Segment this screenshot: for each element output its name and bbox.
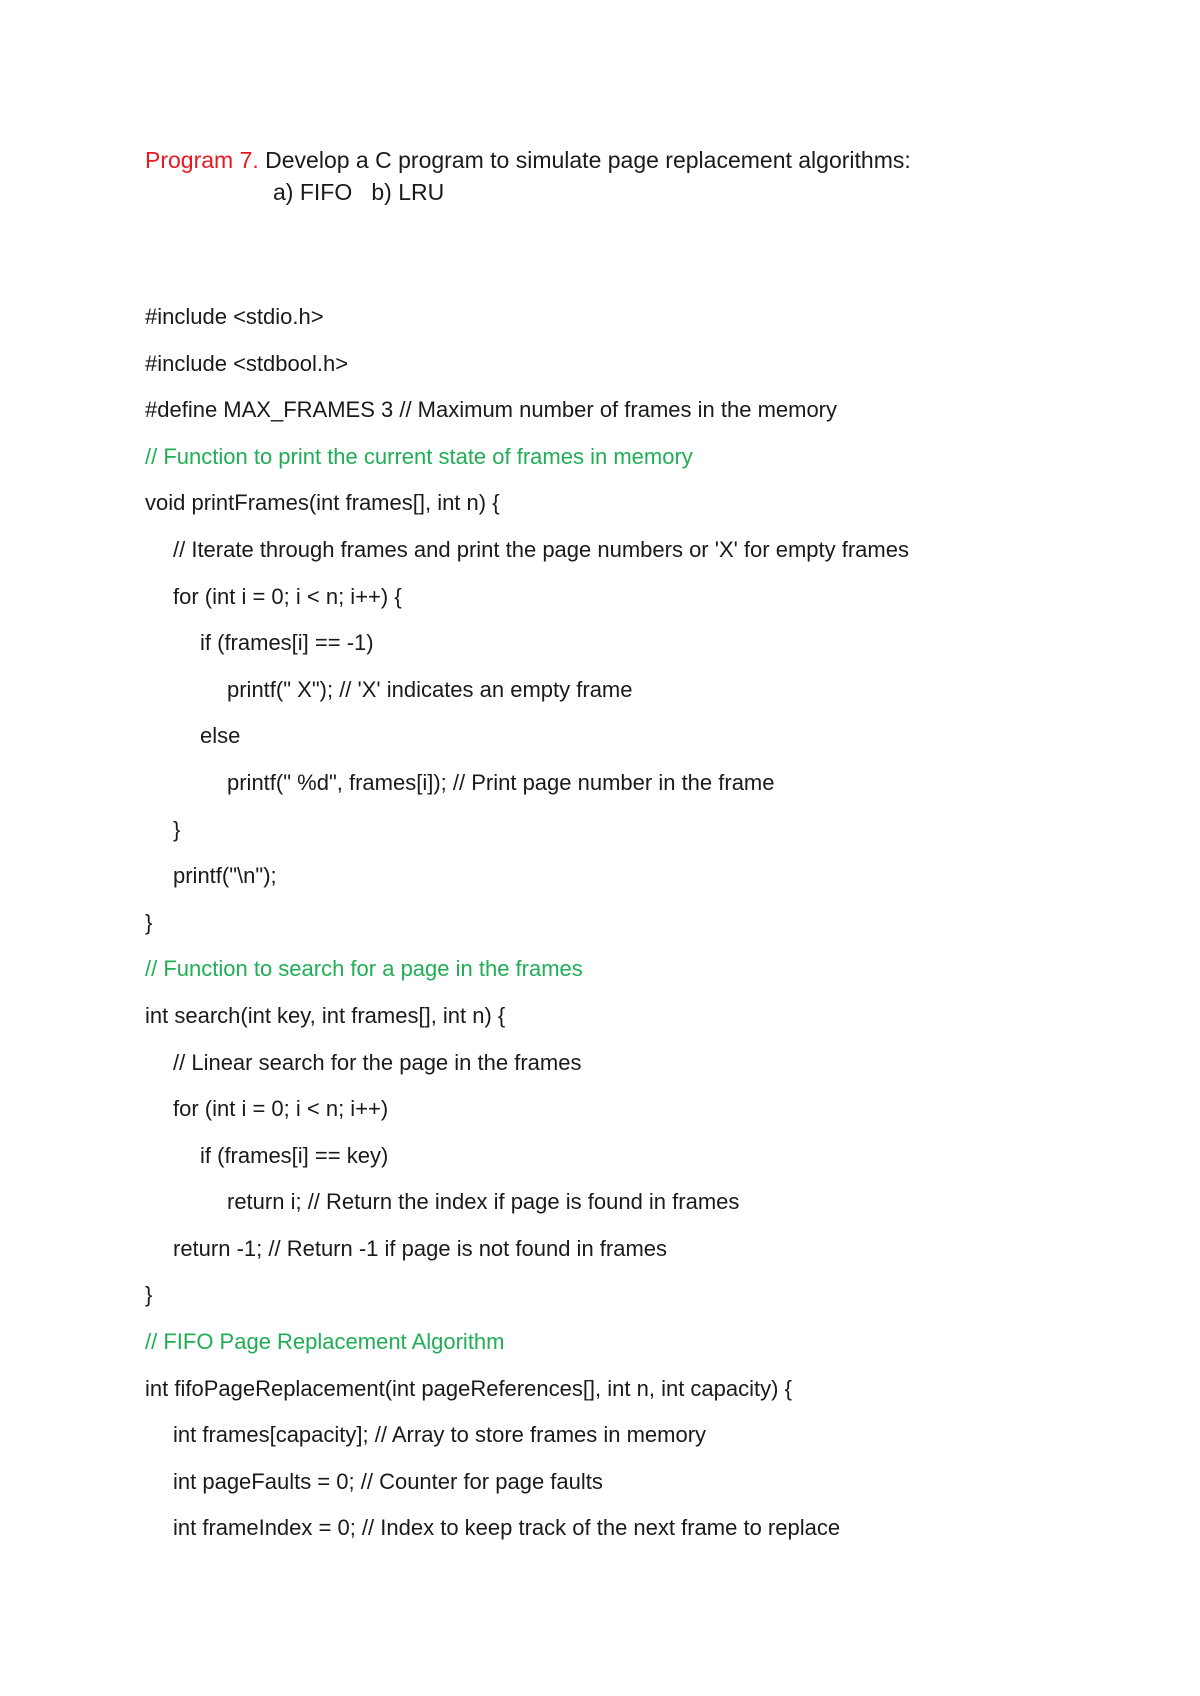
code-line: } <box>173 816 181 842</box>
code-line: #include <stdbool.h> <box>145 350 349 376</box>
code-line: printf(" X"); // 'X' indicates an empty frame <box>227 676 633 702</box>
code-line: #define MAX_FRAMES 3 // Maximum number of frames in the memory <box>145 397 838 423</box>
code-line: else <box>200 723 241 749</box>
code-line: #include <stdio.h> <box>145 304 324 329</box>
code-line: return i; // Return the index if page is found in frames <box>227 1189 740 1215</box>
code-line: void printFrames(int frames[], int n) { <box>145 490 500 516</box>
code-line: if (frames[i] == -1) <box>200 630 374 656</box>
code-listing <box>145 302 909 1560</box>
code-line: for (int i = 0; i < n; i++) <box>173 1096 389 1122</box>
code-line: int fifoPageReplacement(int pageReferences[], int n, int capacity) { <box>145 1375 792 1401</box>
code-line: return -1; // Return -1 if page is not found in frames <box>173 1235 668 1261</box>
code-line: printf("\n"); <box>173 863 277 889</box>
algorithm-options: a) FIFO b) LRU <box>273 179 445 205</box>
code-comment-line: // Function to search for a page in the frames <box>145 956 583 982</box>
code-line: int frames[capacity]; // Array to store frames in memory <box>173 1422 707 1448</box>
code-line: if (frames[i] == key) <box>200 1142 389 1168</box>
code-line: printf(" %d", frames[i]); // Print page number in the frame <box>227 769 775 795</box>
code-line: } <box>145 909 153 935</box>
code-line: // Iterate through frames and print the page numbers or 'X' for empty frames <box>173 536 909 562</box>
code-line: } <box>145 1282 153 1308</box>
code-line: // Linear search for the page in the frames <box>173 1049 582 1075</box>
program-number-label: Program 7. <box>145 147 259 173</box>
code-comment-line: // Function to print the current state of frames in memory <box>145 443 693 469</box>
code-line: for (int i = 0; i < n; i++) { <box>173 583 402 609</box>
program-description: Develop a C program to simulate page replacement algorithms: <box>258 147 911 173</box>
code-line: int pageFaults = 0; // Counter for page faults <box>173 1468 603 1494</box>
code-line: int search(int key, int frames[], int n) { <box>145 1002 506 1028</box>
code-line: int frameIndex = 0; // Index to keep track of the next frame to replace <box>173 1515 841 1541</box>
program-heading <box>145 144 911 176</box>
code-comment-line: // FIFO Page Replacement Algorithm <box>145 1329 505 1355</box>
